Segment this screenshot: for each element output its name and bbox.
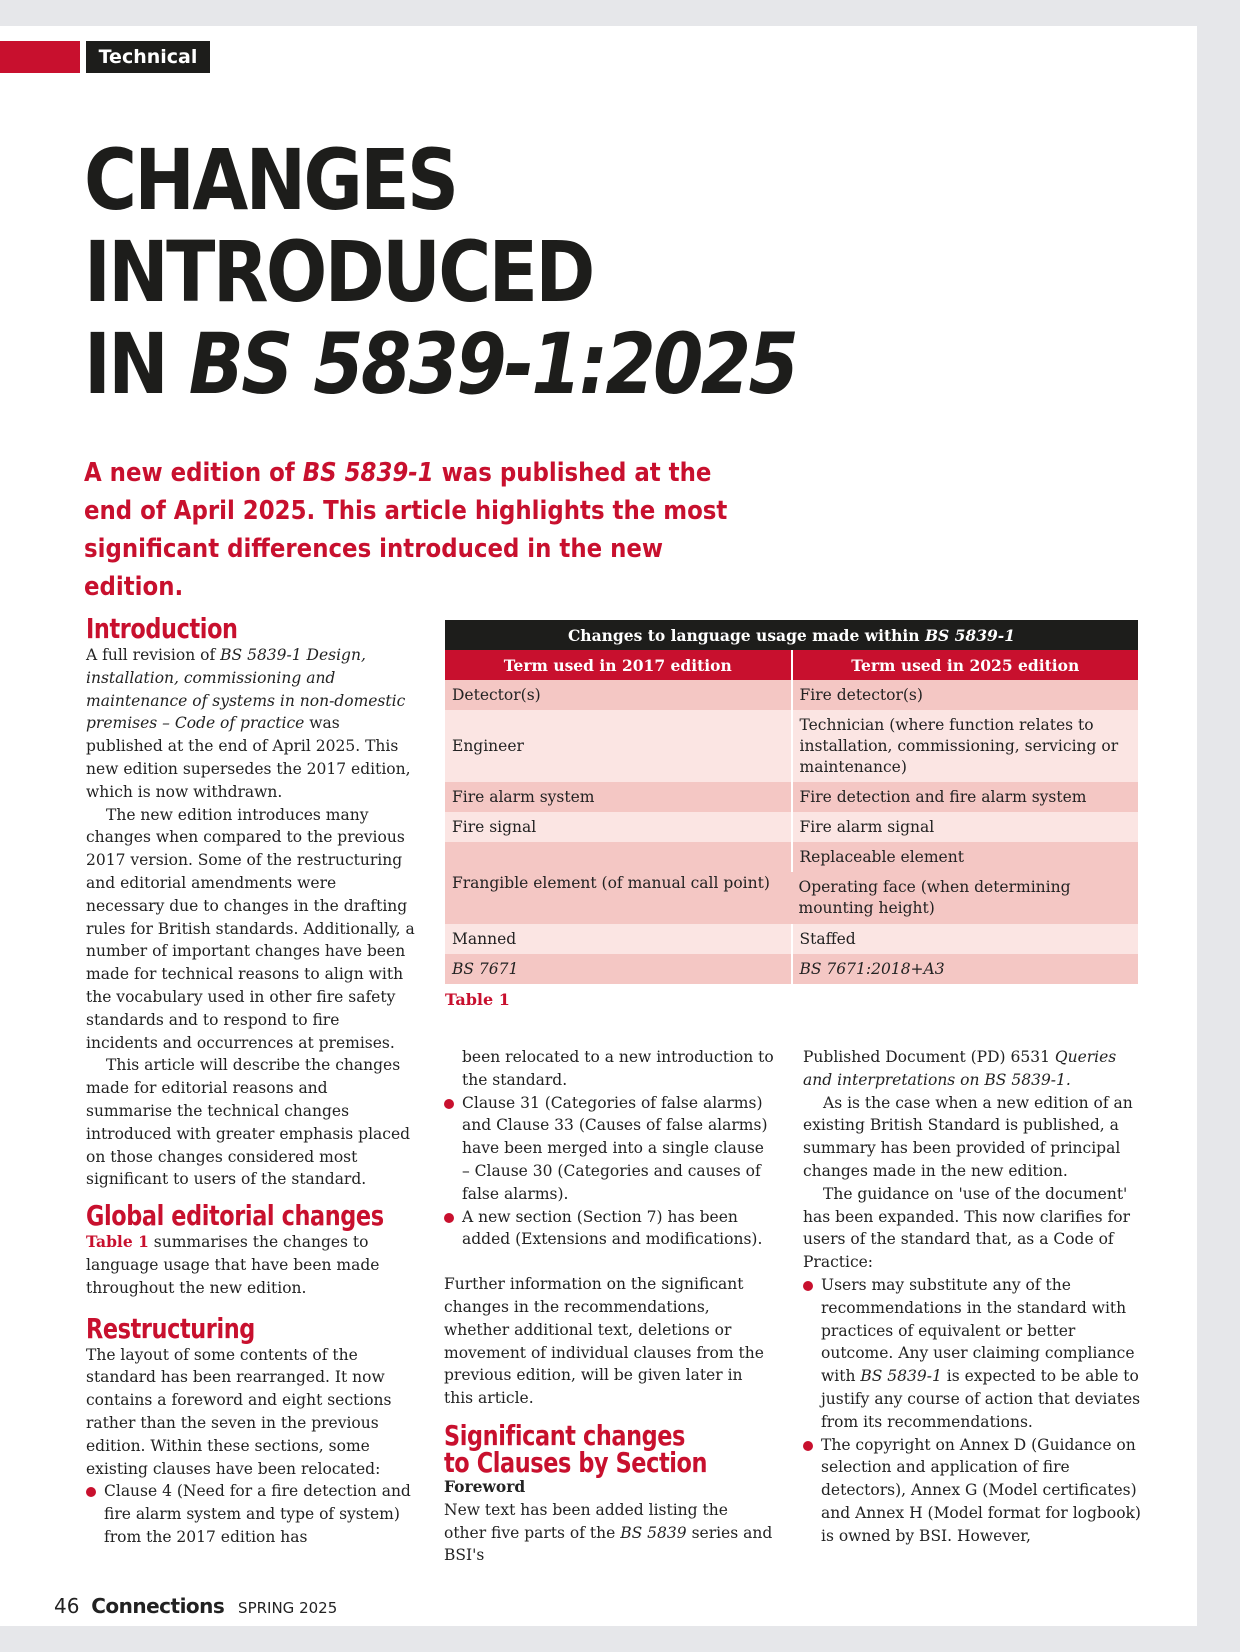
headline-line-2: INTRODUCED bbox=[84, 223, 593, 321]
guidance-paragraph: The guidance on 'use of the document' has been expanded. This now clarifies for users of the standard that, as a Code of Practice: bbox=[803, 1184, 1130, 1272]
restructuring-heading: Restructuring bbox=[86, 1311, 255, 1345]
table-cell-new: Technician (where function relates to installation, commissioning, servicing or maintenance) bbox=[792, 710, 1139, 782]
language-table-block bbox=[445, 620, 1138, 1009]
foreword-paragraph bbox=[444, 1499, 774, 1567]
pd-title: Queries and interpretations on BS 5839-1. bbox=[803, 1048, 1117, 1089]
table-cell-new: BS 7671:2018+A3 bbox=[792, 954, 1139, 984]
table-cell-old: Manned bbox=[445, 924, 792, 954]
magazine-name: Connections bbox=[91, 1594, 225, 1618]
significant-heading-line-1: Significant changes bbox=[444, 1418, 685, 1452]
b1-pre: Users may substitute any of the recommendations in the standard with practices of equivalent or better outcome. Any user claiming compliance with bbox=[821, 1275, 1135, 1386]
summary-paragraph: As is the case when a new edition of an existing British Standard is published, a summary has been provided of principal changes made in the new edition. bbox=[803, 1093, 1133, 1180]
restructuring-list bbox=[86, 1480, 416, 1548]
page-footer bbox=[54, 1594, 337, 1618]
foreword-text-pre: New text has been added listing the other five parts of the bbox=[444, 1500, 728, 1542]
global-text: summarises the changes to language usage that have been made throughout the new edition. bbox=[86, 1233, 380, 1297]
table-title bbox=[445, 620, 1138, 650]
list-item: Clause 31 (Categories of false alarms) and Clause 33 (Causes of false alarms) have been merged into a single clause – Clause 30 (Categories and causes of false alarms). bbox=[444, 1092, 774, 1206]
table-row bbox=[445, 710, 1138, 782]
table-cell-old: Fire signal bbox=[445, 812, 792, 842]
table-title-pre: Changes to language usage made within bbox=[567, 625, 925, 645]
page-number: 46 bbox=[54, 1594, 80, 1618]
pd-text: Published Document (PD) 6531 bbox=[803, 1048, 1055, 1066]
section-tag: Technical bbox=[86, 41, 210, 73]
list-item: The copyright on Annex D (Guidance on selection and application of fire detectors), Annex G (Model certificates) and Annex H (Model format for logbook) is owned by BSI. However, bbox=[803, 1434, 1143, 1548]
issue-label: SPRING 2025 bbox=[238, 1599, 338, 1617]
column-3 bbox=[803, 1046, 1143, 1548]
standfirst-post: was published at the end of April 2025. This article highlights the most significant differences introduced in the new edition. bbox=[84, 458, 728, 602]
table-cell-new: Staffed bbox=[792, 924, 1139, 954]
standfirst bbox=[84, 454, 735, 606]
bullet-continuation: been relocated to a new introduction to the standard. bbox=[462, 1048, 774, 1089]
intro-p1-pre: A full revision of bbox=[86, 646, 221, 664]
headline bbox=[84, 131, 797, 413]
intro-heading: Introduction bbox=[86, 612, 238, 645]
table-cell-new: Fire detection and fire alarm system bbox=[792, 782, 1139, 812]
b1-italic: BS 5839-1 bbox=[860, 1367, 942, 1386]
headline-line-1: CHANGES bbox=[84, 131, 457, 229]
b1-post: is expected to be able to justify any course of action that deviates from its recommendations. bbox=[821, 1367, 1141, 1431]
table-cell-new: Replaceable element bbox=[792, 842, 1139, 872]
list-item: A new section (Section 7) has been added (Extensions and modifications). bbox=[444, 1206, 774, 1252]
headline-standard-number: BS 5839-1:2025 bbox=[188, 315, 797, 413]
table-row bbox=[445, 812, 1138, 842]
global-heading: Global editorial changes bbox=[86, 1199, 384, 1233]
standfirst-pre: A new edition of bbox=[84, 458, 303, 488]
table-col-2025: Term used in 2025 edition bbox=[792, 650, 1139, 680]
table-row bbox=[445, 954, 1138, 984]
further-paragraph: Further information on the significant changes in the recommendations, whether additional text, deletions or movement of individual clauses from the previous edition, will be given later in this article. bbox=[444, 1275, 764, 1408]
foreword-subheading: Foreword bbox=[444, 1476, 526, 1496]
table-caption: Table 1 bbox=[445, 990, 510, 1009]
section-accent-bar bbox=[0, 41, 80, 73]
pd-paragraph bbox=[803, 1046, 1143, 1092]
headline-line-3 bbox=[84, 315, 797, 413]
significant-heading bbox=[444, 1418, 708, 1479]
restructuring-paragraph: The layout of some contents of the standard has been rearranged. It now contains a foreword and eight sections rather than the seven in the previous edition. Within these sections, some existing clauses have been relocated: bbox=[86, 1345, 392, 1478]
foreword-text-post: series and BSI's bbox=[444, 1523, 773, 1565]
language-table bbox=[445, 620, 1138, 984]
table-cell-old: Frangible element (of manual call point) bbox=[445, 842, 792, 924]
table-cell-old: Engineer bbox=[445, 710, 792, 782]
guidance-list bbox=[803, 1274, 1143, 1548]
table-row bbox=[445, 924, 1138, 954]
table-row bbox=[445, 842, 1138, 872]
list-item: Clause 4 (Need for a fire detection and fire alarm system and type of system) from the 2017 edition has bbox=[86, 1480, 416, 1548]
table-cell-new: Fire alarm signal bbox=[792, 812, 1139, 842]
table-cell-new: Operating face (when determining mounting height) bbox=[792, 872, 1139, 924]
intro-paragraph-2: The new edition introduces many changes when compared to the previous 2017 version. Some of the restructuring and editorial amendments were necessary due to changes in the drafting rules for British standards. Additionally, a number of important changes have been made for technical reasons to align with the vocabulary used in other fire safety standards and to respond to fire incidents and occurrences at premises. bbox=[86, 805, 415, 1052]
table-cell-old: Detector(s) bbox=[445, 680, 792, 710]
foreword-text-italic: BS 5839 bbox=[620, 1523, 687, 1542]
intro-paragraph-1 bbox=[86, 644, 416, 804]
magazine-page bbox=[0, 26, 1197, 1626]
significant-heading-line-2: to Clauses by Section bbox=[444, 1445, 708, 1479]
restructuring-list-cont bbox=[444, 1092, 774, 1252]
headline-line-3-prefix: IN bbox=[84, 315, 189, 413]
table-col-2017: Term used in 2017 edition bbox=[445, 650, 792, 680]
table-cell-old: Fire alarm system bbox=[445, 782, 792, 812]
global-paragraph bbox=[86, 1231, 416, 1299]
table-row bbox=[445, 782, 1138, 812]
intro-paragraph-3: This article will describe the changes made for editorial reasons and summarise the technical changes introduced with greater emphasis placed on those changes considered most significant to users of the standard. bbox=[86, 1056, 411, 1189]
table-title-italic: BS 5839-1 bbox=[924, 625, 1016, 645]
table-cell-old: BS 7671 bbox=[445, 954, 792, 984]
table-1-reference: Table 1 bbox=[86, 1232, 149, 1252]
column-2 bbox=[444, 1046, 774, 1567]
intro-p1-post: was published at the end of April 2025. This new edition supersedes the 2017 edition, which is now withdrawn. bbox=[86, 714, 411, 801]
column-1 bbox=[86, 614, 416, 1549]
list-item bbox=[803, 1274, 1143, 1434]
standfirst-italic: BS 5839-1 bbox=[302, 458, 434, 488]
table-cell-new: Fire detector(s) bbox=[792, 680, 1139, 710]
intro-p1-italic: BS 5839-1 Design, installation, commissioning and maintenance of systems in non-domestic premises – Code of practice bbox=[86, 646, 406, 733]
table-row bbox=[445, 680, 1138, 710]
